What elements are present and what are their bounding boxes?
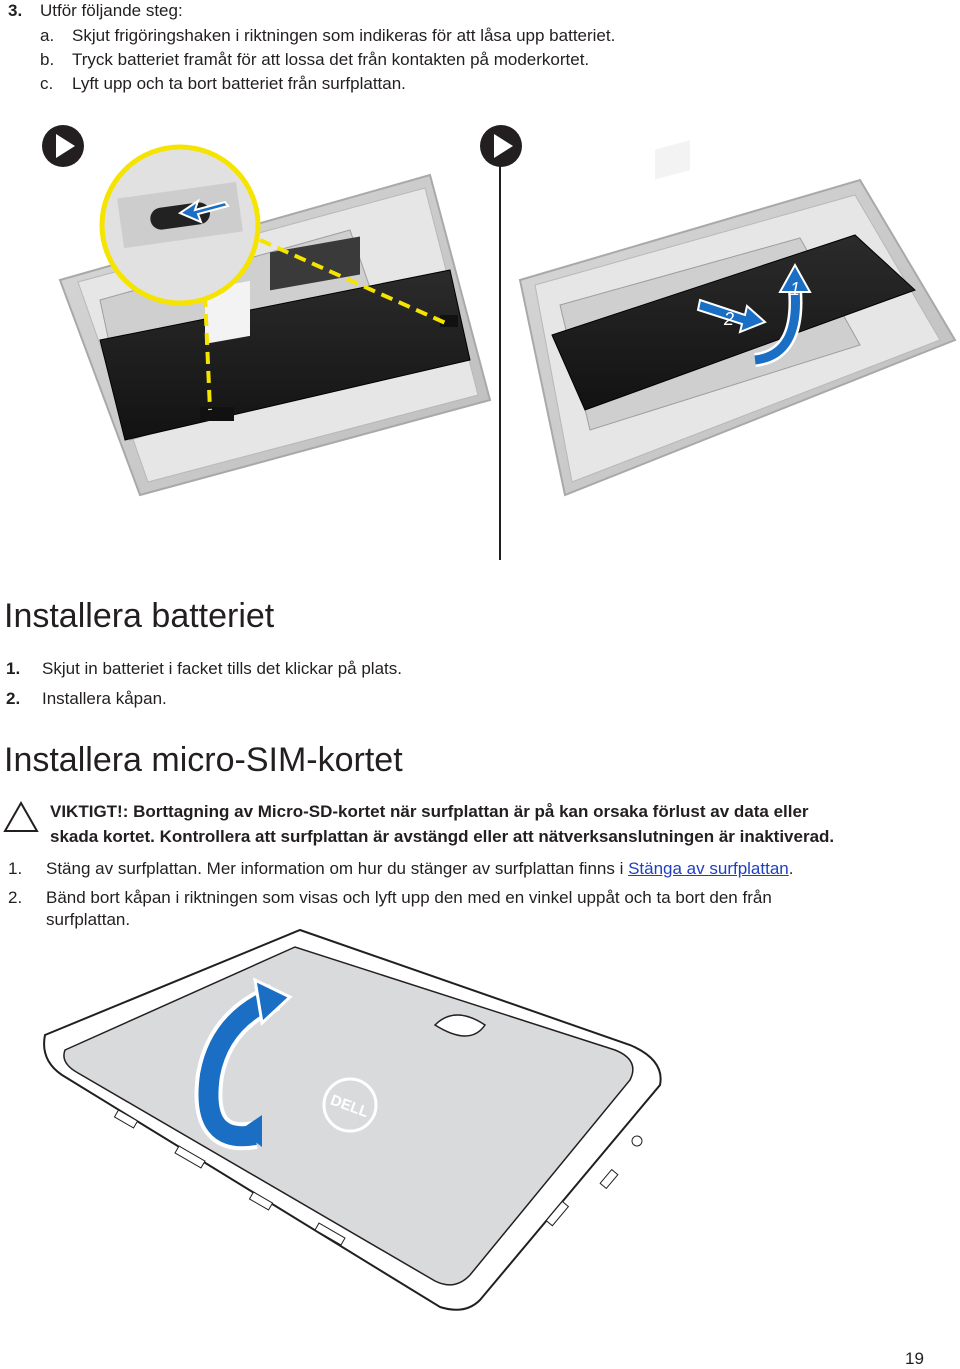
callout-1-label: 1 (790, 279, 801, 299)
install-battery-step-1-text: Skjut in batteriet i facket tills det klickar på plats. (42, 659, 402, 678)
substep-b-text: Tryck batteriet framåt för att lossa det från kontakten på moderkortet. (72, 50, 590, 69)
install-battery-step-2-number: 2. (6, 689, 21, 708)
tablet-body (44, 930, 661, 1310)
page-number: 19 (905, 1349, 924, 1368)
warning-triangle-icon (2, 800, 40, 834)
warning-line-1: VIKTIGT!: Borttagning av Micro-SD-kortet när surfplattan är på kan orsaka förlust av data eller (50, 802, 809, 821)
substep-b (40, 49, 54, 71)
step-3-number: 3. (8, 1, 23, 20)
substep-c (40, 73, 53, 95)
substep-a (40, 25, 54, 47)
sim-step-2-number: 2. (8, 888, 23, 907)
sim-step-2-line-1: Bänd bort kåpan i riktningen som visas och lyft upp den med en vinkel uppåt och ta bort den från (46, 888, 772, 907)
substep-letter: a. (40, 26, 55, 45)
sim-step-1-number: 1. (8, 859, 23, 878)
sim-step-1-text (46, 858, 793, 880)
substep-c-text: Lyft upp och ta bort batteriet från surfplattan. (72, 74, 406, 93)
heading-install-sim: Installera micro-SIM-kortet (4, 741, 403, 779)
install-battery-step-1-number: 1. (6, 659, 21, 678)
warning-line-2: skada kortet. Kontrollera att surfplattan är avstängd eller att nätverksanslutningen är inaktiverad. (50, 827, 835, 846)
substep-letter: b. (40, 50, 55, 69)
back-cover-removal-figure (0, 925, 960, 1315)
substep-a-text: Skjut frigöringshaken i riktningen som indikeras för att låsa upp batteriet. (72, 26, 616, 45)
play-icon (480, 125, 522, 167)
install-battery-step-2-text: Installera kåpan. (42, 689, 167, 708)
step-3-title: Utför följande steg: (40, 1, 183, 20)
turn-off-tablet-link[interactable]: Stänga av surfplattan (628, 859, 789, 878)
release-latch-zoom-circle (102, 147, 258, 303)
sim-step-1-text-before: Stäng av surfplattan. Mer information om hur du stänger av surfplattan finns i (46, 859, 629, 878)
dell-logo-text: DELL (328, 1091, 371, 1122)
heading-install-battery: Installera batteriet (4, 597, 275, 635)
warning-note (50, 799, 950, 849)
play-icon (42, 125, 84, 167)
sim-step-1-text-after: . (788, 859, 794, 878)
sim-step-2-line-2: surfplattan. (46, 910, 131, 929)
callout-2-label: 2 (724, 309, 735, 329)
substep-letter: c. (40, 74, 54, 93)
battery-removal-figure (0, 110, 960, 570)
